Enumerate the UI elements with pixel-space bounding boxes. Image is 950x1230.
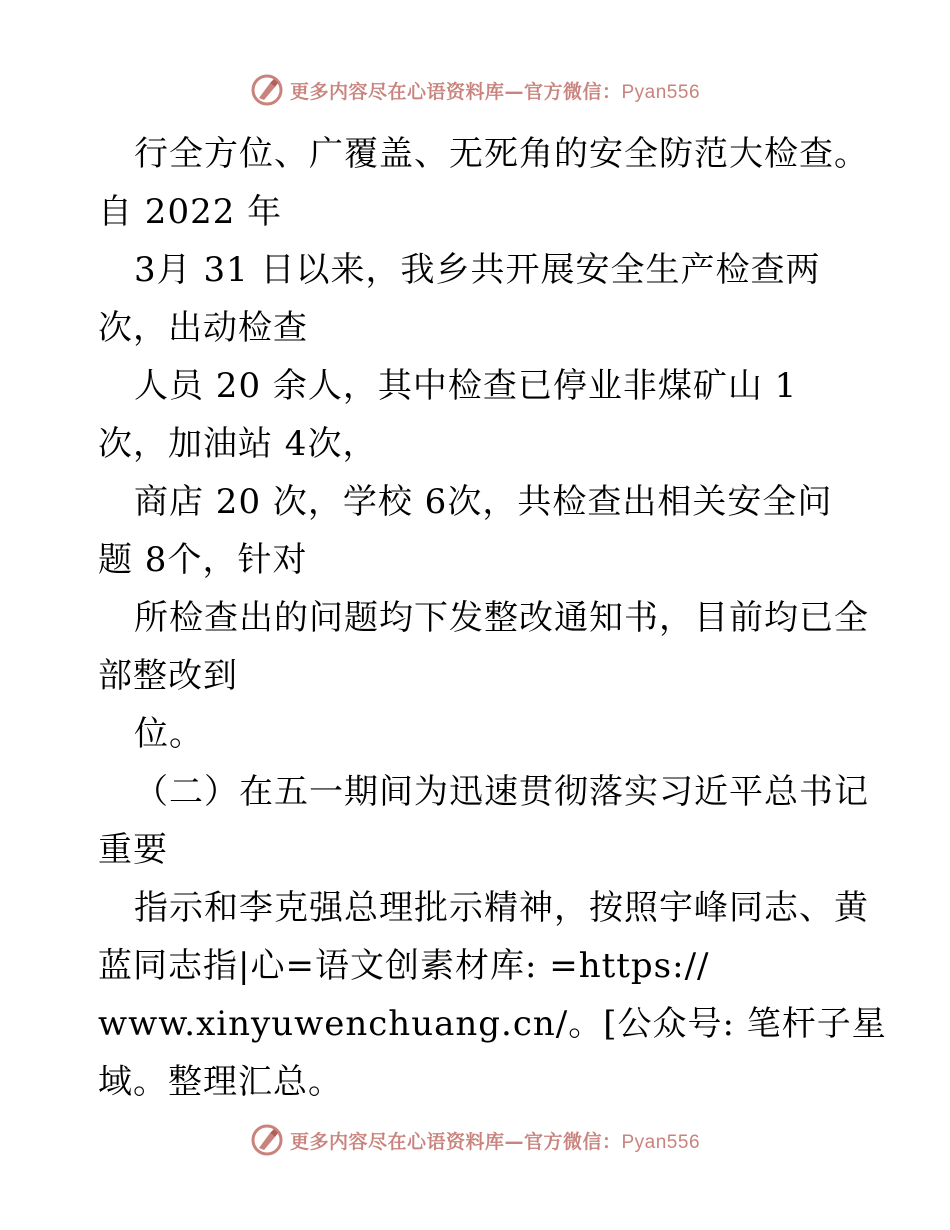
watermark-label: 官方微信： — [523, 80, 622, 103]
watermark-label: 官方微信： — [523, 1130, 622, 1153]
text-line: 行全方位、广覆盖、无死角的安全防范大检查。 — [134, 134, 869, 174]
document-body — [98, 125, 887, 1111]
text-line: 部整改到 — [98, 656, 238, 696]
text-line: 自 2022 年 — [98, 192, 283, 232]
text-line: 所检查出的问题均下发整改通知书，目前均已全 — [134, 598, 869, 638]
text-line: 蓝同志指|心=语文创素材库: =https:// — [98, 946, 710, 986]
text-line: www.xinyuwenchuang.cn/。[公众号: 笔杆子星 — [98, 1004, 887, 1044]
watermark-id: Pyan556 — [621, 1131, 701, 1153]
footer-watermark — [0, 1120, 950, 1160]
text-line: 次，出动检查 — [98, 308, 308, 348]
watermark-id: Pyan556 — [621, 81, 701, 103]
watermark-separator: — — [504, 80, 524, 103]
pen-nib-logo-icon — [250, 1123, 284, 1157]
header-watermark — [0, 70, 950, 110]
text-line: 位。 — [134, 714, 204, 754]
text-line: 3月 31 日以来，我乡共开展安全生产检查两 — [134, 250, 821, 290]
text-line: （二）在五一期间为迅速贯彻落实习近平总书记 — [134, 772, 869, 812]
text-line: 重要 — [98, 830, 168, 870]
watermark-text — [290, 1127, 700, 1154]
watermark-separator: — — [504, 1130, 524, 1153]
pen-nib-logo-icon — [250, 73, 284, 107]
watermark-text — [290, 77, 700, 104]
text-line: 指示和李克强总理批示精神，按照宇峰同志、黄 — [134, 888, 869, 928]
watermark-main-text: 更多内容尽在心语资料库 — [289, 80, 505, 103]
text-line: 域。整理汇总。 — [98, 1062, 343, 1102]
text-line: 题 8个，针对 — [98, 540, 308, 580]
text-line: 次，加油站 4次， — [98, 424, 378, 464]
watermark-main-text: 更多内容尽在心语资料库 — [289, 1130, 505, 1153]
text-line: 商店 20 次，学校 6次，共检查出相关安全问 — [134, 482, 833, 522]
text-line: 人员 20 余人，其中检查已停业非煤矿山 1 — [134, 366, 798, 406]
